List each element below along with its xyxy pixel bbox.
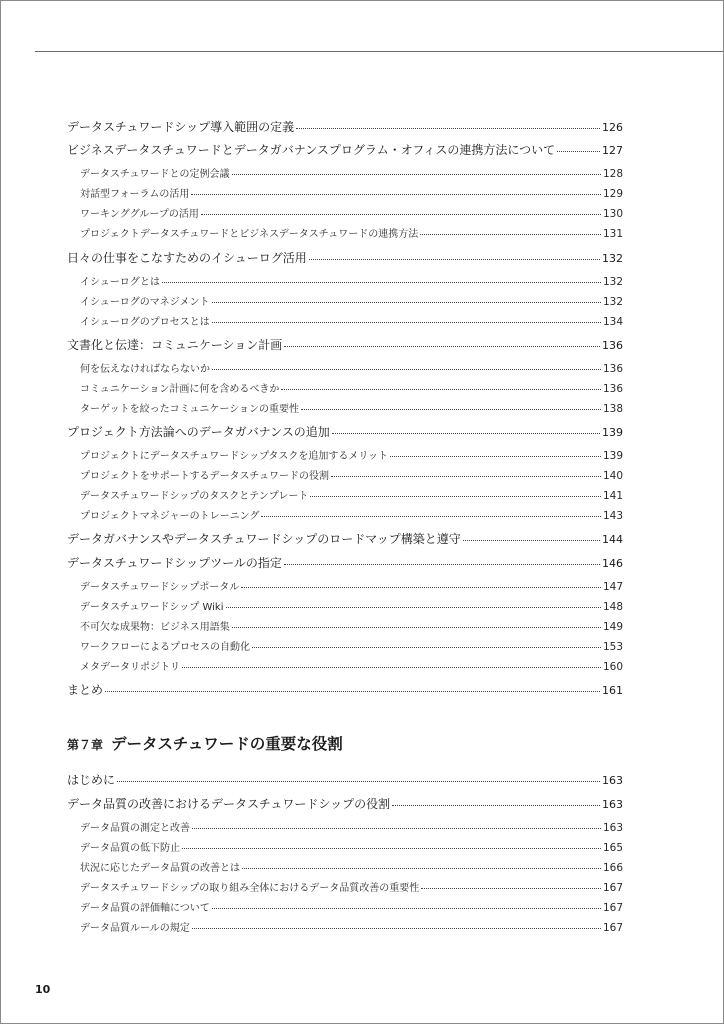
toc-entry-title: ターゲットを絞ったコミュニケーションの重要性	[80, 404, 299, 415]
dot-leader	[281, 389, 601, 390]
dot-leader	[332, 433, 600, 434]
toc-entry-page: 132	[602, 276, 623, 288]
toc-subentry	[67, 313, 623, 328]
dot-leader	[117, 781, 600, 782]
dot-leader	[261, 516, 601, 517]
toc-entry-page: 139	[602, 450, 623, 462]
dot-leader	[182, 667, 601, 668]
toc-subentry	[67, 293, 623, 308]
toc-subentry	[67, 839, 623, 854]
toc-subentry	[67, 598, 623, 613]
toc-subentry	[67, 165, 623, 180]
toc-entry-page: 167	[602, 882, 623, 894]
page-number: 10	[35, 983, 51, 996]
toc-entry-page: 132	[602, 252, 623, 265]
toc-entry-title: データガバナンスやデータスチュワードシップのロードマップ構築と遵守	[67, 532, 461, 546]
toc-subentry	[67, 919, 623, 934]
toc-entry-page: 163	[602, 822, 623, 834]
toc-subentry	[67, 400, 623, 415]
toc-entry-title: データ品質の評価軸について	[80, 903, 210, 914]
toc-subentry	[67, 467, 623, 482]
dot-leader	[301, 409, 601, 410]
toc-entry-page: 160	[602, 661, 623, 673]
toc-subentry	[67, 273, 623, 288]
toc-entry-title: コミュニケーション計画に何を含めるべきか	[80, 384, 280, 395]
dot-leader	[421, 888, 601, 889]
toc-entry-page: 163	[602, 774, 623, 787]
toc-entry-page: 165	[602, 842, 623, 854]
toc-entry-page: 129	[602, 188, 623, 200]
toc-entry-title: 何を伝えなければならないか	[80, 364, 210, 375]
toc-entry-title: ワークフローによるプロセスの自動化	[80, 642, 250, 653]
toc-entry-page: 167	[602, 902, 623, 914]
toc-entry-page: 130	[602, 208, 623, 220]
toc-entry-title: プロジェクトマネジャーのトレーニング	[80, 511, 260, 522]
toc-entry-page: 140	[602, 470, 623, 482]
dot-leader	[212, 369, 601, 370]
toc-subentry	[67, 380, 623, 395]
dot-leader	[284, 346, 600, 347]
toc-entry-page: 136	[602, 339, 623, 352]
toc-entry-title: データスチュワードシップの取り組み全体におけるデータ品質改善の重要性	[80, 883, 420, 894]
dot-leader	[212, 908, 601, 909]
toc-entry-title: データスチュワードシップ導入範囲の定義	[67, 120, 295, 134]
toc-subentry	[67, 578, 623, 593]
toc-entry-title: まとめ	[67, 683, 104, 697]
toc-entry-title: プロジェクトデータスチュワードとビジネスデータスチュワードの連携方法	[80, 229, 419, 240]
dot-leader	[232, 174, 601, 175]
dot-leader	[331, 476, 601, 477]
toc-entry-page: 149	[602, 621, 623, 633]
toc-entry-title: はじめに	[67, 773, 116, 787]
toc-entry-page: 128	[602, 168, 623, 180]
toc-entry-page: 139	[602, 426, 623, 439]
dot-leader	[191, 194, 601, 195]
toc-entry-title: データ品質の低下防止	[80, 843, 180, 854]
toc-entry-page: 153	[602, 641, 623, 653]
toc-subentry	[67, 447, 623, 462]
dot-leader	[392, 805, 600, 806]
toc-entry	[67, 249, 623, 266]
toc-subentry	[67, 658, 623, 673]
toc-entry-title: プロジェクトにデータスチュワードシップタスクを追加するメリット	[80, 451, 388, 462]
dot-leader	[182, 848, 601, 849]
toc-entry	[67, 423, 623, 440]
chapter-title: データスチュワードの重要な役割	[111, 735, 343, 753]
toc-entry-page: 136	[602, 383, 623, 395]
toc-entry-title: 不可欠な成果物：ビジネス用語集	[80, 622, 230, 633]
toc-entry-page: 132	[602, 296, 623, 308]
dot-leader	[226, 607, 601, 608]
toc-entry	[67, 141, 623, 158]
toc-entry-page: 161	[602, 684, 623, 697]
toc-entry-page: 127	[602, 144, 623, 157]
toc-subentry	[67, 899, 623, 914]
toc-entry-title: データスチュワードシップのタスクとテンプレート	[80, 491, 309, 502]
toc-entry	[67, 771, 623, 788]
toc-entry-page: 146	[602, 557, 623, 570]
toc-entry-page: 131	[602, 228, 623, 240]
toc-entry-page: 147	[602, 581, 623, 593]
toc-entry	[67, 530, 623, 547]
toc-entry-title: ビジネスデータスチュワードとデータガバナンスプログラム・オフィスの連携方法について	[67, 143, 556, 157]
dot-leader	[192, 828, 601, 829]
toc-entry-title: イシューログとは	[80, 277, 160, 288]
chapter-number: 第７章	[67, 738, 104, 752]
toc-entry-title: データスチュワードシップ Wiki	[80, 602, 224, 613]
toc-entry-page: 167	[602, 922, 623, 934]
toc-entry-page: 134	[602, 316, 623, 328]
toc-subentry	[67, 859, 623, 874]
toc-entry-title: 状況に応じたデータ品質の改善とは	[80, 863, 240, 874]
toc-entry-page: 141	[602, 490, 623, 502]
toc-entry-page: 136	[602, 363, 623, 375]
toc-entry-title: プロジェクトをサポートするデータスチュワードの役割	[80, 471, 329, 482]
toc-entry-title: データ品質の改善におけるデータスチュワードシップの役割	[67, 797, 391, 811]
toc-entry-title: データ品質の測定と改善	[80, 823, 190, 834]
toc-entry-title: データスチュワードとの定例会議	[80, 169, 230, 180]
dot-leader	[212, 322, 601, 323]
toc-entry	[67, 795, 623, 812]
dot-leader	[463, 540, 600, 541]
toc-entry-page: 148	[602, 601, 623, 613]
dot-leader	[212, 302, 601, 303]
toc-entry	[67, 681, 623, 698]
toc-entry-title: プロジェクト方法論へのデータガバナンスの追加	[67, 425, 330, 439]
dot-leader	[192, 928, 601, 929]
toc-entry-title: データスチュワードシップポータル	[80, 582, 240, 593]
dot-leader	[105, 691, 600, 692]
dot-leader	[557, 151, 600, 152]
dot-leader	[296, 128, 600, 129]
toc-entry-page: 143	[602, 510, 623, 522]
toc-subentry	[67, 225, 623, 240]
dot-leader	[201, 214, 601, 215]
toc-entry-title: 日々の仕事をこなすためのイシューログ活用	[67, 251, 307, 265]
toc-subentry	[67, 360, 623, 375]
dot-leader	[242, 868, 601, 869]
dot-leader	[252, 647, 601, 648]
dot-leader	[232, 627, 601, 628]
toc-entry-title: データ品質ルールの規定	[80, 923, 190, 934]
toc-subentry	[67, 185, 623, 200]
toc-entry-title: イシューログのマネジメント	[80, 297, 210, 308]
toc-entry-page: 144	[602, 533, 623, 546]
dot-leader	[309, 259, 600, 260]
toc-entry	[67, 554, 623, 571]
toc-subentry	[67, 205, 623, 220]
toc-entry-title: メタデータリポジトリ	[80, 662, 180, 673]
toc-entry-page: 126	[602, 121, 623, 134]
toc-subentry	[67, 879, 623, 894]
toc-entry-title: イシューログのプロセスとは	[80, 317, 210, 328]
toc-entry-page: 166	[602, 862, 623, 874]
header-rule	[35, 51, 724, 52]
toc-subentry	[67, 507, 623, 522]
dot-leader	[420, 234, 601, 235]
chapter-heading	[67, 732, 343, 754]
toc-subentry	[67, 638, 623, 653]
toc-entry	[67, 336, 623, 353]
toc-entry-title: ワーキンググループの活用	[80, 209, 199, 220]
dot-leader	[390, 456, 601, 457]
dot-leader	[310, 496, 601, 497]
toc-subentry	[67, 618, 623, 633]
dot-leader	[241, 587, 601, 588]
toc-entry-page: 138	[602, 403, 623, 415]
toc-entry-title: 対話型フォーラムの活用	[80, 189, 190, 200]
toc-entry-title: データスチュワードシップツールの指定	[67, 556, 282, 570]
dot-leader	[162, 282, 601, 283]
toc-entry-page: 163	[602, 798, 623, 811]
toc-entry-title: 文書化と伝達：コミュニケーション計画	[67, 338, 283, 352]
toc-subentry	[67, 819, 623, 834]
dot-leader	[284, 564, 600, 565]
toc-entry	[67, 118, 623, 135]
toc-subentry	[67, 487, 623, 502]
